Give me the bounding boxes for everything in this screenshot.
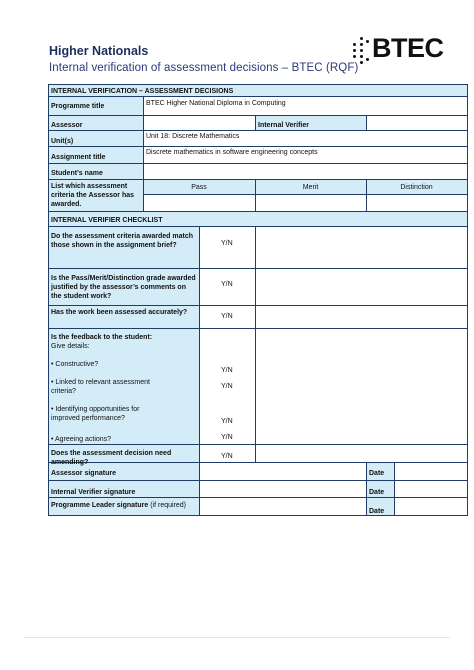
feedback-opportunities: • Identifying opportunities for improved performance? [51, 406, 140, 422]
pl-date-field[interactable] [394, 497, 467, 516]
question-criteria-match: Do the assessment criteria awarded match those shown in the assignment brief? [51, 233, 194, 249]
comment-grade-justified[interactable] [255, 268, 467, 305]
section-header: INTERNAL VERIFICATION – ASSESSMENT DECISIONS [51, 88, 234, 95]
students-name-label: Student’s name [51, 170, 103, 177]
comment-assessed-accurately[interactable] [255, 305, 467, 328]
btec-logo: BTEC [372, 33, 444, 63]
yn-opportunities[interactable]: Y/N [221, 418, 233, 425]
feedback-agreeing: • Agreeing actions? [51, 436, 112, 443]
units-label: Unit(s) [51, 138, 74, 145]
pass-label: Pass [191, 184, 207, 191]
comment-feedback[interactable] [255, 328, 467, 444]
assessor-signature-label: Assessor signature [51, 470, 116, 477]
question-grade-justified: Is the Pass/Merit/Distinction grade awarded justified by the assessor’s comments on the student work? [51, 275, 196, 300]
question-assessed-accurately: Has the work been assessed accurately? [51, 309, 188, 316]
yn-constructive[interactable]: Y/N [221, 367, 233, 374]
yn-linked[interactable]: Y/N [221, 383, 233, 390]
pass-criteria-field[interactable] [143, 194, 255, 211]
criteria-label: List which assessment criteria the Assessor has awarded. [51, 183, 135, 208]
merit-label: Merit [302, 184, 319, 191]
feedback-linked: • Linked to relevant assessment criteria? [51, 379, 150, 395]
assessor-date-label: Date [369, 470, 385, 477]
yn-decision-amend[interactable]: Y/N [221, 453, 233, 460]
programme-title-label: Programme title [51, 103, 105, 110]
iv-date-label: Date [369, 489, 385, 496]
assignment-title-value[interactable]: Discrete mathematics in software engineering concepts [146, 149, 318, 156]
yn-assessed-accurately[interactable]: Y/N [221, 313, 233, 320]
assignment-title-label: Assignment title [51, 154, 106, 161]
btec-logo-dots-icon [353, 37, 373, 65]
question-decision-amend: Does the assessment decision need amending? [51, 450, 172, 466]
distinction-criteria-field[interactable] [366, 194, 467, 211]
yn-agreeing[interactable]: Y/N [221, 434, 233, 441]
assessor-signature-field[interactable] [199, 462, 366, 480]
feedback-constructive: • Constructive? [51, 361, 99, 368]
pl-signature-label-normal: (if required) [148, 502, 186, 509]
checklist-header: INTERNAL VERIFIER CHECKLIST [51, 217, 163, 224]
programme-title-value[interactable]: BTEC Higher National Diploma in Computing [146, 100, 286, 107]
yn-criteria-match[interactable]: Y/N [221, 240, 233, 247]
iv-signature-field[interactable] [199, 480, 366, 497]
pl-signature-field[interactable] [199, 497, 366, 516]
assessor-field[interactable] [143, 115, 255, 130]
pl-date-label: Date [369, 508, 385, 515]
assessor-date-field[interactable] [394, 462, 467, 480]
distinction-label: Distinction [400, 184, 433, 191]
question-feedback: Is the feedback to the student: [51, 334, 153, 341]
footer-divider [24, 637, 450, 638]
pl-signature-label-bold: Programme Leader signature [51, 502, 149, 509]
pl-signature-label [48, 499, 199, 512]
iv-signature-label: Internal Verifier signature [51, 489, 136, 496]
comment-criteria-match[interactable] [255, 226, 467, 268]
internal-verifier-field[interactable] [366, 115, 467, 130]
assessor-label: Assessor [51, 122, 83, 129]
document-subtitle: Internal verification of assessment decisions – BTEC (RQF) [49, 62, 359, 74]
yn-grade-justified[interactable]: Y/N [221, 281, 233, 288]
students-name-field[interactable] [143, 163, 467, 179]
comment-decision-amend[interactable] [255, 444, 467, 462]
merit-criteria-field[interactable] [255, 194, 366, 211]
feedback-give-details: Give details: [51, 343, 90, 350]
document-title: Higher Nationals [49, 44, 149, 58]
internal-verifier-label: Internal Verifier [258, 122, 309, 129]
units-value[interactable]: Unit 18: Discrete Mathematics [146, 133, 240, 140]
iv-date-field[interactable] [394, 480, 467, 497]
